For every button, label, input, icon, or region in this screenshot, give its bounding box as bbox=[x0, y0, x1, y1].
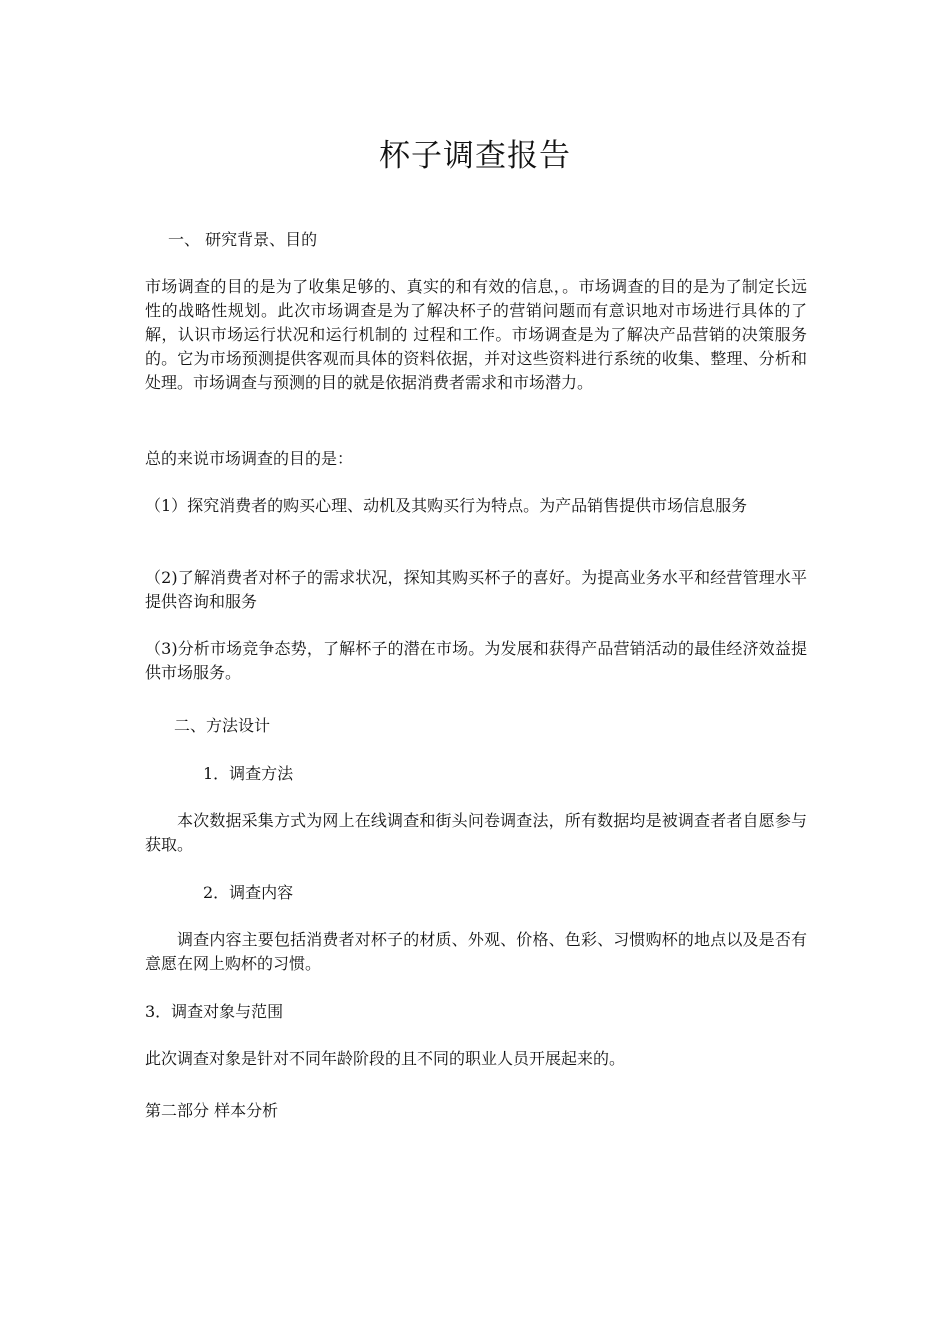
paragraph-purpose: 市场调查的目的是为了收集足够的、真实的和有效的信息，。市场调查的目的是为了制定长远性的战略性规划。此次市场调查是为了解决杯子的营销问题而有意识地对市场进行具体的了解，认识市场运行状况和运行机制的 过程和工作。市场调查是为了解决产品营销的决策服务的。它为市场预测提供客观而具体的资料依据，并对这些资料进行系统的收集、整理、分析和处理。市场调查与预测的目的就是依据消费者需求和市场潜力。 bbox=[145, 277, 807, 392]
list-item-2: （2)了解消费者对杯子的需求状况，探知其购买杯子的喜好。为提高业务水平和经营管理水平提供咨询和服务 bbox=[145, 568, 807, 611]
paragraph-scope: 此次调查对象是针对不同年龄阶段的且不同的职业人员开展起来的。 bbox=[145, 1049, 626, 1068]
part-heading-sample-analysis: 第二部分 样本分析 bbox=[145, 1101, 279, 1120]
section-heading-method: 二、方法设计 bbox=[174, 716, 271, 735]
paragraph-method: 本次数据采集方式为网上在线调查和街头问卷调查法，所有数据均是被调查者者自愿参与获取。 bbox=[145, 811, 807, 854]
paragraph-summary: 总的来说市场调查的目的是： bbox=[145, 449, 354, 468]
section-heading-background: 一、 研究背景、目的 bbox=[168, 230, 318, 249]
list-item-3: （3)分析市场竞争态势，了解杯子的潜在市场。为发展和获得产品营销活动的最佳经济效益提供市场服务。 bbox=[145, 639, 807, 682]
document-title: 杯子调查报告 bbox=[379, 138, 571, 174]
subsection-heading-content: 2．调查内容 bbox=[203, 883, 294, 902]
subsection-heading-scope: 3．调查对象与范围 bbox=[145, 1002, 284, 1021]
subsection-heading-method: 1．调查方法 bbox=[203, 764, 294, 783]
paragraph-content: 调查内容主要包括消费者对杯子的材质、外观、价格、色彩、习惯购杯的地点以及是否有意愿在网上购杯的习惯。 bbox=[145, 930, 807, 973]
list-item-1: （1）探究消费者的购买心理、动机及其购买行为特点。为产品销售提供市场信息服务 bbox=[145, 496, 748, 515]
